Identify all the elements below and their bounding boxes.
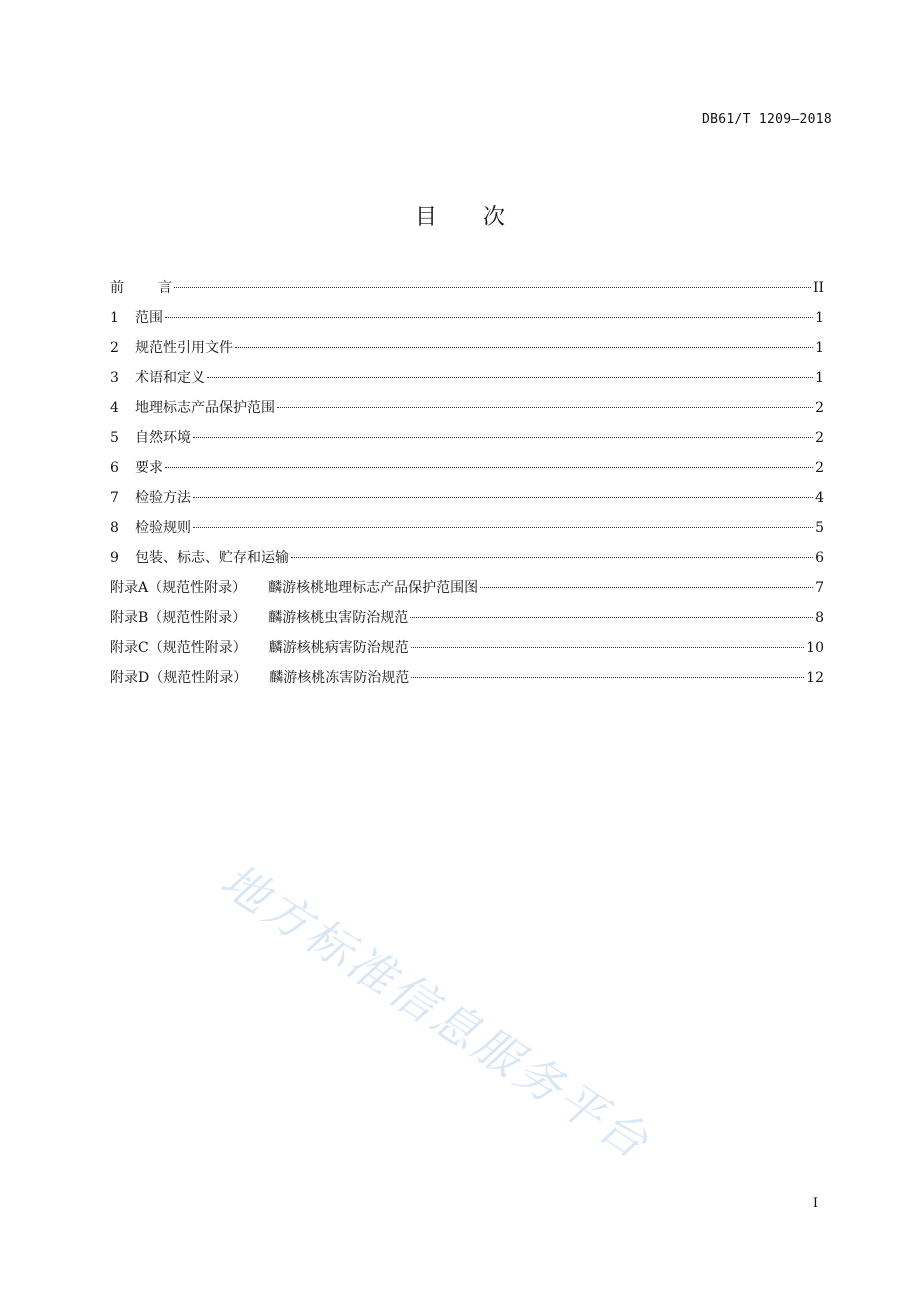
toc-section-number: 8	[110, 520, 119, 536]
toc-page-number: 10	[806, 640, 824, 656]
toc-leader-dots	[193, 497, 813, 498]
toc-entry[interactable]	[110, 458, 824, 488]
page-title	[0, 200, 920, 231]
toc-label: 检验方法	[135, 490, 191, 506]
toc-section-number: 7	[110, 490, 119, 506]
toc-label: 要求	[135, 460, 163, 476]
toc-entry-foreword[interactable]	[110, 278, 824, 308]
toc-page-number: 1	[815, 340, 824, 356]
toc-section-number: 5	[110, 430, 119, 446]
toc-entry[interactable]	[110, 398, 824, 428]
toc-leader-dots	[411, 677, 804, 678]
table-of-contents	[110, 278, 824, 698]
toc-label: 前 言	[110, 280, 172, 296]
toc-appendix-entry[interactable]	[110, 638, 824, 668]
toc-entry[interactable]	[110, 428, 824, 458]
toc-page-number: 2	[815, 400, 824, 416]
toc-entry[interactable]	[110, 488, 824, 518]
toc-entry[interactable]	[110, 518, 824, 548]
toc-page-number: 1	[815, 310, 824, 326]
toc-page-number: II	[812, 280, 824, 296]
toc-entry[interactable]	[110, 308, 824, 338]
toc-appendix-entry[interactable]	[110, 578, 824, 608]
toc-appendix-prefix: 附录B（规范性附录）	[110, 610, 247, 626]
toc-label: 检验规则	[135, 520, 191, 536]
toc-leader-dots	[480, 587, 813, 588]
toc-leader-dots	[207, 377, 813, 378]
toc-section-number: 1	[110, 310, 119, 326]
toc-leader-dots	[411, 647, 804, 648]
toc-entry[interactable]	[110, 338, 824, 368]
toc-label: 规范性引用文件	[135, 340, 233, 356]
toc-leader-dots	[165, 317, 813, 318]
toc-appendix-prefix: 附录C（规范性附录）	[110, 640, 247, 656]
toc-appendix-prefix: 附录A（规范性附录）	[110, 580, 247, 596]
toc-label: 术语和定义	[135, 370, 205, 386]
toc-label: 范围	[135, 310, 163, 326]
toc-section-number: 6	[110, 460, 119, 476]
toc-leader-dots	[193, 437, 813, 438]
toc-page-number: 4	[815, 490, 824, 506]
title-char-left: 目	[414, 205, 437, 230]
toc-leader-dots	[410, 617, 813, 618]
toc-entry[interactable]	[110, 548, 824, 578]
toc-label: 麟游核桃病害防治规范	[268, 640, 409, 656]
toc-label: 麟游核桃冻害防治规范	[269, 670, 410, 686]
toc-leader-dots	[165, 467, 813, 468]
toc-label: 麟游核桃地理标志产品保护范围图	[268, 580, 479, 596]
toc-label: 自然环境	[135, 430, 191, 446]
watermark-text: 地方标准信息服务平台	[211, 852, 661, 1171]
toc-page-number: 12	[806, 670, 824, 686]
toc-leader-dots	[174, 287, 811, 288]
toc-appendix-prefix: 附录D（规范性附录）	[110, 670, 248, 686]
toc-entry[interactable]	[110, 368, 824, 398]
toc-leader-dots	[291, 557, 813, 558]
toc-section-number: 9	[110, 550, 119, 566]
toc-appendix-entry[interactable]	[110, 608, 824, 638]
toc-label: 地理标志产品保护范围	[135, 400, 275, 416]
toc-leader-dots	[235, 347, 813, 348]
toc-section-number: 4	[110, 400, 119, 416]
toc-label: 麟游核桃虫害防治规范	[268, 610, 409, 626]
toc-leader-dots	[277, 407, 813, 408]
toc-page-number: 2	[815, 430, 824, 446]
toc-page-number: 7	[815, 580, 824, 596]
toc-section-number: 3	[110, 370, 119, 386]
toc-leader-dots	[193, 527, 813, 528]
document-code: DB61/T 1209—2018	[701, 112, 832, 127]
toc-page-number: 1	[815, 370, 824, 386]
toc-appendix-entry[interactable]	[110, 668, 824, 698]
toc-page-number: 2	[815, 460, 824, 476]
toc-page-number: 5	[815, 520, 824, 536]
toc-label: 包装、标志、贮存和运输	[135, 550, 289, 566]
title-char-right: 次	[483, 205, 506, 230]
toc-section-number: 2	[110, 340, 119, 356]
toc-page-number: 6	[815, 550, 824, 566]
page-number: I	[812, 1196, 818, 1211]
toc-page-number: 8	[815, 610, 824, 626]
